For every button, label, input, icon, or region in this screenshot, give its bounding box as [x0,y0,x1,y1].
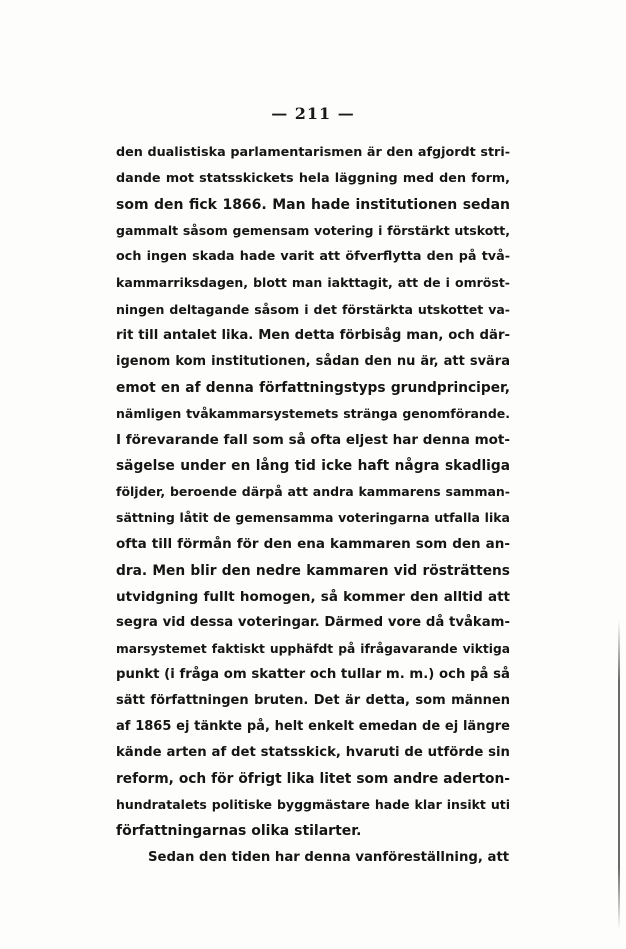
text-line: nämligen tvåkammarsystemets stränga genomförande. [116,405,510,421]
text-line: hundratalets politiske byggmästare hade klar insikt uti [116,797,510,813]
text-line: utvidgning fullt homogen, så kommer den alltid att [116,588,510,605]
text-line: sättning låtit de gemensamma voteringarna utfalla lika [116,510,510,526]
page-number: — 211 — [271,104,355,123]
text-line: reform, och för öfrigt lika litet som andre aderton- [116,771,510,788]
body-text [116,140,510,871]
text-line: och ingen skada hade varit att öfverflytta den på två- [116,249,510,265]
text-line: ofta till förmån för den ena kammaren som den an- [116,536,510,553]
text-line: författningarnas olika stilarter. [116,823,362,840]
text-line: kammarriksdagen, blott man iakttagit, att de i omröst- [116,275,510,291]
text-line: dande mot statsskickets hela läggning med den form, [116,171,510,187]
text-line: segra vid dessa voteringar. Därmed vore då tvåkam- [116,614,510,630]
text-line: sätt författningen bruten. Det är detta, som männen [116,692,510,708]
text-line: Sedan den tiden har denna vanföreställning, att [148,849,510,865]
text-line: kände arten af det statsskick, hvaruti de utförde sin [116,745,510,761]
text-line: den dualistiska parlamentarismen är den afgjordt stri- [116,145,510,160]
text-line: dra. Men blir den nedre kammaren vid rösträttens [116,562,510,579]
text-line: som den fick 1866. Man hade institutionen sedan [116,197,510,214]
text-line: följder, beroende därpå att andra kammarens samman- [116,484,510,500]
text-line: marsystemet faktiskt upphäfdt på ifrågavarande viktiga [116,641,510,656]
text-line: igenom kom institutionen, sådan den nu är, att svära [116,353,510,369]
text-line: gammalt såsom gemensam votering i förstärkt utskott, [116,223,510,239]
text-line: sägelse under en lång tid icke haft några skadliga [116,458,510,475]
text-line: punkt (i fråga om skatter och tullar m. m.) och på så [116,666,510,682]
text-line: af 1865 ej tänkte på, helt enkelt emedan de ej längre [116,719,510,735]
text-line: emot en af denna författningstyps grundprinciper, [116,379,510,396]
text-line: ningen deltagande såsom i det förstärkta utskottet va- [116,301,510,317]
page-edge-shadow [618,620,620,930]
text-line: I förevarande fall som så ofta eljest har denna mot- [116,432,510,449]
text-line: rit till antalet lika. Men detta förbisåg man, och där- [116,327,510,343]
